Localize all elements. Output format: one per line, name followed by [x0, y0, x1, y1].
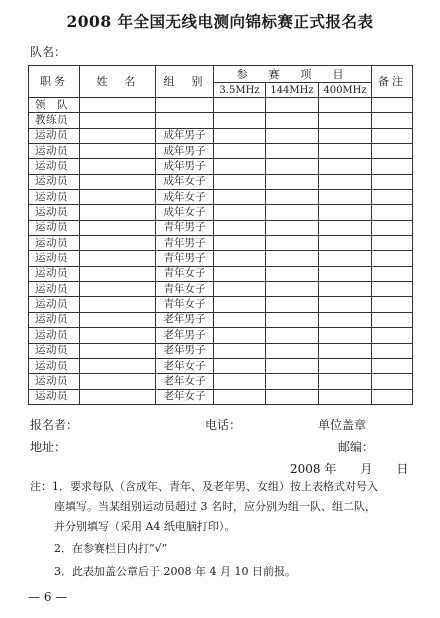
cell-144mhz	[266, 251, 319, 266]
cell-remarks	[372, 128, 413, 143]
cell-duty: 运动员	[29, 312, 80, 327]
cell-duty: 运动员	[29, 389, 80, 404]
cell-400mhz	[319, 343, 372, 358]
cell-remarks	[372, 374, 413, 389]
cell-400mhz	[319, 297, 372, 312]
cell-name	[80, 282, 156, 297]
cell-3-5mhz	[214, 282, 266, 297]
date-line: 2008 年 月 日	[290, 462, 409, 476]
cell-144mhz	[266, 190, 319, 205]
cell-144mhz	[266, 128, 319, 143]
cell-3-5mhz	[214, 220, 266, 235]
table-row	[29, 358, 413, 373]
cell-remarks	[372, 190, 413, 205]
postcode-label: 邮编：	[338, 440, 375, 454]
cell-group: 青年男子	[156, 236, 214, 251]
cell-144mhz	[266, 98, 319, 113]
cell-name	[80, 128, 156, 143]
seal-label: 单位盖章	[318, 418, 367, 432]
cell-group: 老年女子	[156, 389, 214, 404]
cell-144mhz	[266, 343, 319, 358]
cell-3-5mhz	[214, 236, 266, 251]
cell-duty: 运动员	[29, 205, 80, 220]
table-row	[29, 343, 413, 358]
cell-144mhz	[266, 282, 319, 297]
cell-remarks	[372, 98, 413, 113]
cell-400mhz	[319, 374, 372, 389]
cell-group: 老年男子	[156, 312, 214, 327]
cell-400mhz	[319, 251, 372, 266]
cell-144mhz	[266, 328, 319, 343]
cell-3-5mhz	[214, 358, 266, 373]
cell-group: 老年男子	[156, 328, 214, 343]
cell-3-5mhz	[214, 389, 266, 404]
table-row	[29, 282, 413, 297]
form-title: 2008 年全国无线电测向锦标赛正式报名表	[66, 12, 374, 31]
cell-3-5mhz	[214, 128, 266, 143]
cell-name	[80, 343, 156, 358]
header-name: 姓 名	[80, 66, 156, 98]
cell-3-5mhz	[214, 144, 266, 159]
cell-400mhz	[319, 128, 372, 143]
team-name-label: 队名：	[30, 45, 67, 59]
cell-duty: 运动员	[29, 297, 80, 312]
cell-remarks	[372, 297, 413, 312]
cell-144mhz	[266, 220, 319, 235]
table-row	[29, 374, 413, 389]
cell-name	[80, 328, 156, 343]
cell-3-5mhz	[214, 98, 266, 113]
cell-name	[80, 236, 156, 251]
cell-144mhz	[266, 113, 319, 128]
note-1-line-3: 并分别填写（采用 A4 纸电脑打印）。	[54, 520, 236, 533]
cell-group: 成年女子	[156, 174, 214, 189]
table-row	[29, 159, 413, 174]
cell-400mhz	[319, 358, 372, 373]
cell-144mhz	[266, 144, 319, 159]
cell-remarks	[372, 358, 413, 373]
cell-400mhz	[319, 328, 372, 343]
header-band-400mhz: 400MHz	[319, 83, 372, 98]
cell-group	[156, 98, 214, 113]
cell-400mhz	[319, 113, 372, 128]
cell-3-5mhz	[214, 251, 266, 266]
cell-name	[80, 98, 156, 113]
cell-duty: 运动员	[29, 220, 80, 235]
page-number: — 6 —	[28, 590, 68, 604]
cell-3-5mhz	[214, 174, 266, 189]
cell-name	[80, 159, 156, 174]
cell-144mhz	[266, 236, 319, 251]
cell-duty: 运动员	[29, 128, 80, 143]
cell-name	[80, 312, 156, 327]
table-row	[29, 236, 413, 251]
cell-400mhz	[319, 144, 372, 159]
cell-400mhz	[319, 312, 372, 327]
table-row	[29, 328, 413, 343]
cell-duty: 运动员	[29, 236, 80, 251]
cell-group: 青年男子	[156, 220, 214, 235]
table-row	[29, 113, 413, 128]
cell-144mhz	[266, 389, 319, 404]
cell-144mhz	[266, 312, 319, 327]
cell-remarks	[372, 312, 413, 327]
cell-144mhz	[266, 205, 319, 220]
cell-400mhz	[319, 98, 372, 113]
note-2: 2．在参赛栏目内打“√”	[54, 542, 168, 555]
cell-3-5mhz	[214, 113, 266, 128]
cell-duty: 教练员	[29, 113, 80, 128]
cell-duty: 运动员	[29, 190, 80, 205]
cell-duty: 领 队	[29, 98, 80, 113]
table-row	[29, 190, 413, 205]
header-group: 组 别	[156, 66, 214, 98]
table-row	[29, 144, 413, 159]
cell-name	[80, 113, 156, 128]
table-row	[29, 220, 413, 235]
cell-3-5mhz	[214, 343, 266, 358]
cell-remarks	[372, 266, 413, 281]
cell-duty: 运动员	[29, 266, 80, 281]
cell-3-5mhz	[214, 374, 266, 389]
cell-name	[80, 374, 156, 389]
cell-remarks	[372, 113, 413, 128]
table-row	[29, 174, 413, 189]
cell-3-5mhz	[214, 328, 266, 343]
cell-duty: 运动员	[29, 144, 80, 159]
cell-400mhz	[319, 159, 372, 174]
table-row	[29, 251, 413, 266]
cell-duty: 运动员	[29, 374, 80, 389]
cell-name	[80, 205, 156, 220]
phone-label: 电话：	[205, 418, 242, 432]
cell-group: 成年女子	[156, 205, 214, 220]
cell-duty: 运动员	[29, 358, 80, 373]
header-remarks: 备注	[372, 66, 413, 98]
table-header-row	[29, 66, 413, 83]
cell-144mhz	[266, 358, 319, 373]
address-label: 地址：	[30, 440, 67, 454]
cell-3-5mhz	[214, 312, 266, 327]
cell-name	[80, 266, 156, 281]
cell-3-5mhz	[214, 297, 266, 312]
cell-remarks	[372, 144, 413, 159]
cell-name	[80, 144, 156, 159]
cell-144mhz	[266, 297, 319, 312]
cell-name	[80, 174, 156, 189]
cell-duty: 运动员	[29, 282, 80, 297]
cell-144mhz	[266, 374, 319, 389]
table-row	[29, 297, 413, 312]
cell-400mhz	[319, 220, 372, 235]
table-row	[29, 98, 413, 113]
cell-remarks	[372, 174, 413, 189]
cell-400mhz	[319, 389, 372, 404]
cell-remarks	[372, 205, 413, 220]
table-row	[29, 205, 413, 220]
cell-group: 成年男子	[156, 128, 214, 143]
cell-remarks	[372, 328, 413, 343]
cell-144mhz	[266, 159, 319, 174]
cell-remarks	[372, 251, 413, 266]
header-band-3-5mhz: 3.5MHz	[214, 83, 266, 98]
cell-group	[156, 113, 214, 128]
table-row	[29, 312, 413, 327]
table-row	[29, 389, 413, 404]
cell-group: 青年女子	[156, 282, 214, 297]
header-event: 参 赛 项 目	[214, 66, 372, 83]
cell-name	[80, 297, 156, 312]
note-1-line-2: 座填写。当某组别运动员超过 3 名时，应分别为组一队、组二队，	[54, 500, 376, 513]
cell-400mhz	[319, 174, 372, 189]
cell-group: 青年女子	[156, 266, 214, 281]
cell-name	[80, 190, 156, 205]
cell-3-5mhz	[214, 205, 266, 220]
registration-table	[28, 65, 413, 405]
cell-group: 老年男子	[156, 343, 214, 358]
note-3: 3．此表加盖公章后于 2008 年 4 月 10 日前报。	[54, 565, 296, 578]
cell-144mhz	[266, 266, 319, 281]
cell-duty: 运动员	[29, 328, 80, 343]
cell-name	[80, 251, 156, 266]
cell-group: 青年女子	[156, 297, 214, 312]
cell-group: 老年女子	[156, 358, 214, 373]
cell-duty: 运动员	[29, 343, 80, 358]
cell-remarks	[372, 343, 413, 358]
cell-3-5mhz	[214, 266, 266, 281]
table-row	[29, 266, 413, 281]
table-row	[29, 128, 413, 143]
cell-group: 成年男子	[156, 144, 214, 159]
cell-name	[80, 389, 156, 404]
cell-3-5mhz	[214, 159, 266, 174]
header-band-144mhz: 144MHz	[266, 83, 319, 98]
cell-remarks	[372, 220, 413, 235]
cell-400mhz	[319, 266, 372, 281]
cell-duty: 运动员	[29, 174, 80, 189]
cell-duty: 运动员	[29, 159, 80, 174]
header-duty: 职务	[29, 66, 80, 98]
cell-name	[80, 220, 156, 235]
cell-remarks	[372, 389, 413, 404]
cell-group: 成年女子	[156, 190, 214, 205]
cell-group: 成年男子	[156, 159, 214, 174]
cell-duty: 运动员	[29, 251, 80, 266]
cell-group: 青年男子	[156, 251, 214, 266]
cell-3-5mhz	[214, 190, 266, 205]
cell-remarks	[372, 282, 413, 297]
cell-400mhz	[319, 282, 372, 297]
note-1-line-1: 注：1．要求每队（含成年、青年、及老年男、女组）按上表格式对号入	[30, 480, 378, 493]
cell-144mhz	[266, 174, 319, 189]
cell-remarks	[372, 236, 413, 251]
reporter-label: 报名者：	[30, 418, 79, 432]
cell-remarks	[372, 159, 413, 174]
cell-400mhz	[319, 236, 372, 251]
cell-group: 老年女子	[156, 374, 214, 389]
cell-name	[80, 358, 156, 373]
cell-400mhz	[319, 190, 372, 205]
cell-400mhz	[319, 205, 372, 220]
